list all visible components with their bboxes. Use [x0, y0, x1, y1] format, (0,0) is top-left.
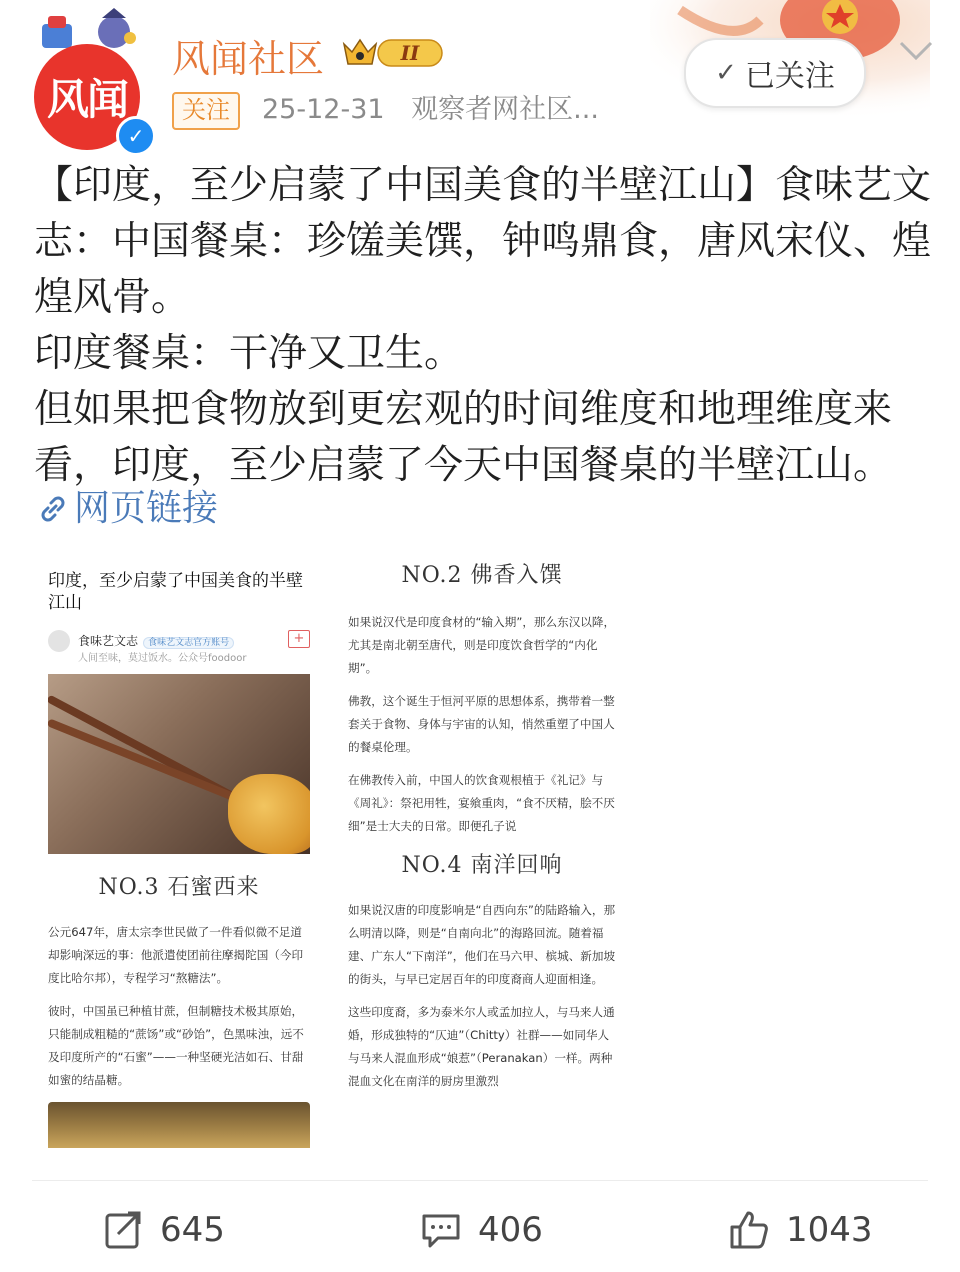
comment-icon [420, 1210, 462, 1250]
article-paragraph: 如果说汉唐的印度影响是“自西向东”的陆路输入，那么明清以降，则是“自南向北”的海路回流。随着福建、广东人“下南洋”，他们在马六甲、槟城、新加坡的街头，与早已定居百年的印度裔商人迎面相逢。 [348, 903, 616, 986]
followed-button-label: 已关注 [744, 59, 835, 94]
web-link-label: 网页链接 [74, 488, 219, 529]
post-meta [262, 92, 599, 128]
post-date: 25-12-31 [262, 94, 385, 125]
article-image[interactable] [34, 548, 628, 1150]
post-paragraph: 但如果把食物放到更宏观的时间维度和地理维度来看，印度，至少启蒙了今天中国餐桌的半壁江山。 [34, 387, 893, 488]
article-paragraph: 如果说汉代是印度食材的“输入期”，那么东汉以降，尤其是南北朝至唐代，则是印度饮食哲学的“内化期”。 [348, 615, 616, 675]
followed-button[interactable] [684, 38, 866, 108]
article-author-row [48, 630, 310, 664]
check-icon: ✓ [715, 58, 737, 88]
divider [32, 1180, 928, 1181]
article-paragraph: 彼时，中国虽已种植甘蔗，但制糖技术极其原始，只能制成粗糙的“蔗饧”或“砂饴”，色黑味浊，远不及印度所产的“石蜜”——一种坚硬光洁如石、甘甜如蜜的结晶糖。 [48, 1004, 304, 1087]
avatar[interactable]: 风闻 [34, 44, 140, 150]
link-icon [36, 492, 70, 526]
like-button[interactable] [728, 1206, 873, 1254]
repost-icon [104, 1210, 144, 1250]
article-left-column [48, 548, 310, 1148]
article-title: 印度，至少启蒙了中国美食的半壁江山 [48, 571, 303, 613]
article-paragraph: 这些印度裔，多为泰米尔人或孟加拉人，与马来人通婚，形成独特的“仄迪”（Chitty）社群——如同华人与马来人混血形成“娘惹”（Peranakan）一样。两种混血文化在南洋的厨房里激烈 [348, 1005, 615, 1088]
like-count: 1043 [786, 1210, 873, 1250]
repost-button[interactable] [104, 1206, 225, 1254]
username[interactable]: 风闻社区 [172, 37, 325, 81]
section-heading-no3: NO.3 石蜜西来 [98, 875, 260, 900]
post-paragraph: 【印度，至少启蒙了中国美食的半壁江山】食味艺文志：中国餐桌：珍馐美馔，钟鸣鼎食，唐风宋仪、煌煌风骨。 [34, 163, 932, 320]
chopsticks-food-photo [48, 674, 310, 854]
chevron-down-icon[interactable] [898, 40, 934, 62]
article-paragraph: 公元647年，唐太宗李世民做了一件看似微不足道却影响深远的事：他派遣使团前往摩揭陀国（今印度比哈尔邦），专程学习“熬糖法”。 [48, 925, 304, 985]
section-heading-no2: NO.2 佛香入馔 [401, 563, 563, 588]
official-badge: 食味艺文志官方账号 [143, 637, 234, 649]
section-heading-no4: NO.4 南洋回响 [401, 853, 563, 878]
post-paragraph: 印度餐桌：干净又卫生。 [34, 331, 464, 376]
web-link[interactable] [36, 486, 218, 532]
svg-text:II: II [400, 41, 420, 65]
article-paragraph: 佛教，这个诞生于恒河平原的思想体系，携带着一整套关于食物、身体与宇宙的认知，悄然重塑了中国人的餐桌伦理。 [348, 694, 615, 754]
author-bio: 人间至味，莫过饭水。公众号foodoor [78, 653, 247, 664]
post-source[interactable]: 观察者网社区... [411, 94, 599, 125]
thumbs-up-icon [728, 1209, 770, 1251]
article-right-column [348, 548, 616, 1103]
comment-count: 406 [478, 1210, 543, 1250]
avatar-container[interactable] [20, 20, 148, 148]
food-photo-2 [48, 1102, 310, 1148]
post-body [34, 158, 934, 494]
vip-badge-icon [340, 34, 446, 70]
article-author: 食味艺文志 [78, 634, 139, 648]
follow-plus-button: + [288, 630, 310, 648]
repost-count: 645 [160, 1210, 225, 1250]
article-paragraph: 在佛教传入前，中国人的饮食观根植于《礼记》与《周礼》：祭祀用牲，宴飨重肉，“食不厌精，脍不厌细”是士大夫的日常。即便孔子说 [348, 773, 615, 833]
comment-button[interactable] [420, 1206, 543, 1254]
follow-tag: 关注 [172, 92, 240, 130]
verified-icon: ✓ [116, 116, 156, 156]
author-logo [48, 630, 70, 652]
